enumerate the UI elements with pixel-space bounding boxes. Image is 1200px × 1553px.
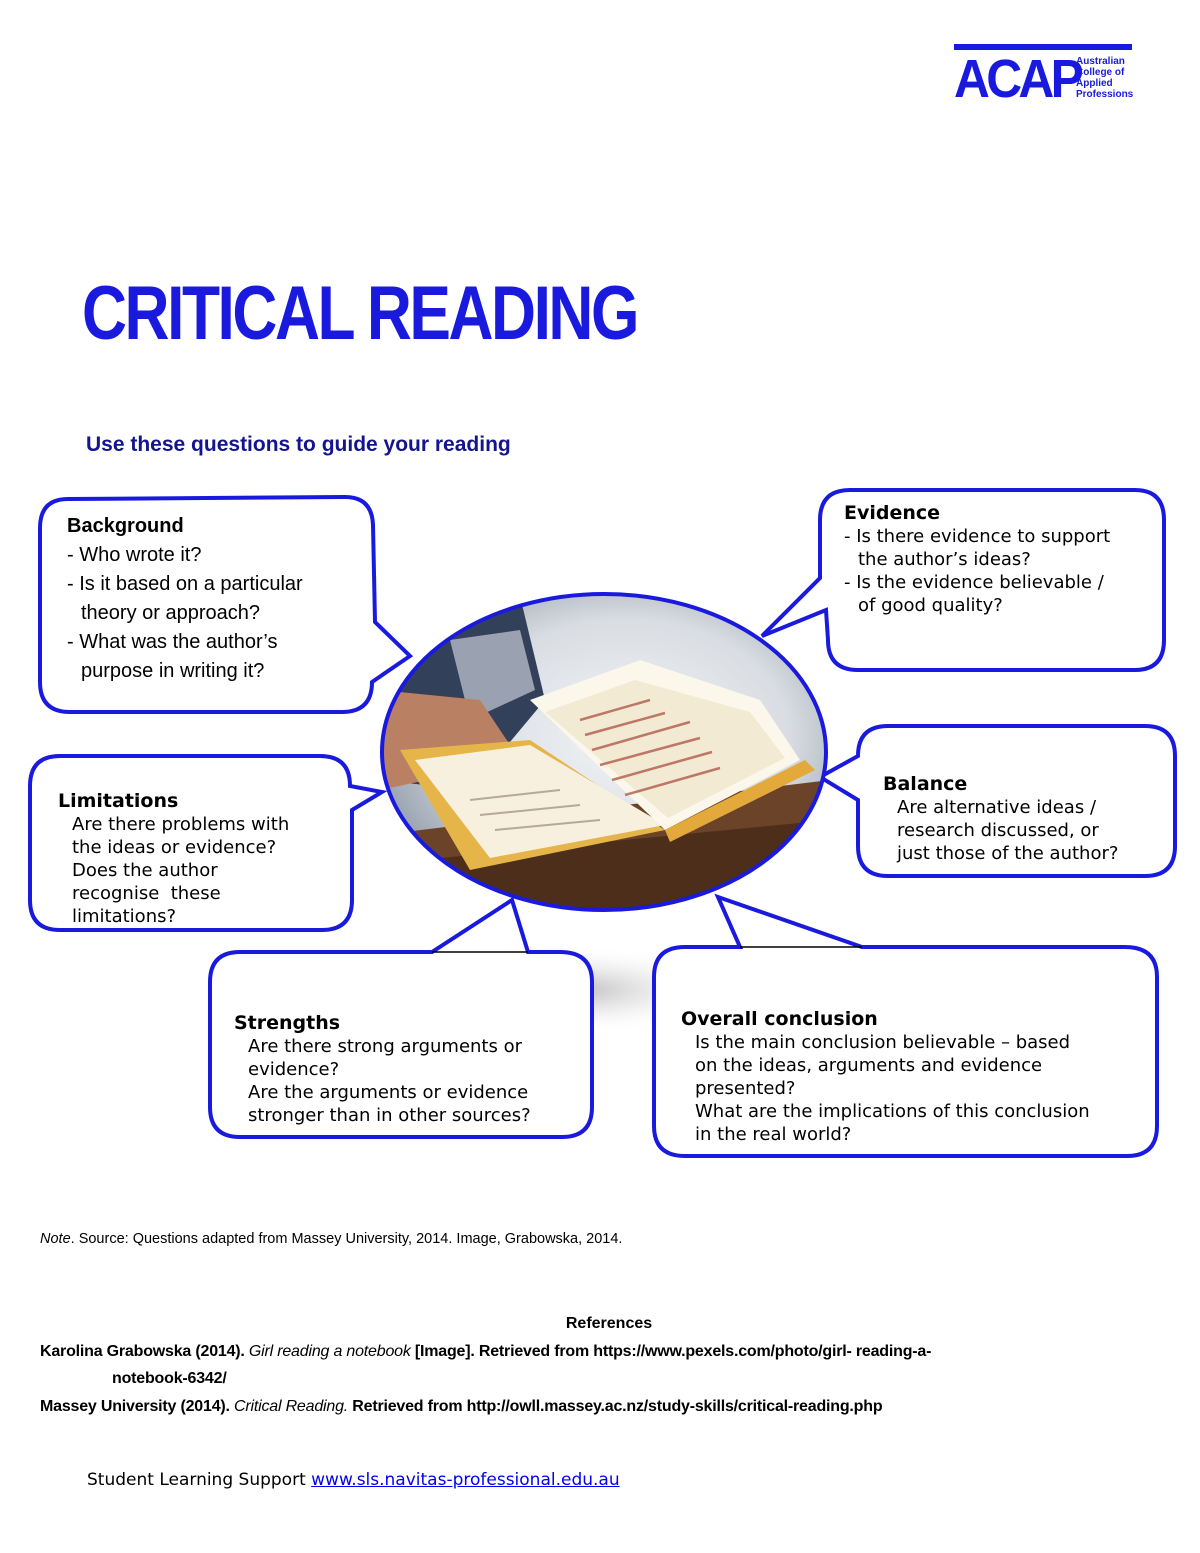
ref1-title: Girl reading a notebook xyxy=(248,1343,411,1360)
background-line: - Who wrote it? xyxy=(67,544,202,566)
background-box xyxy=(67,512,303,686)
evidence-heading: Evidence xyxy=(844,502,941,524)
strengths-heading: Strengths xyxy=(234,1012,341,1034)
strengths-line: Are there strong arguments or xyxy=(248,1036,522,1057)
limitations-box xyxy=(58,790,289,928)
conclusion-line: presented? xyxy=(695,1078,796,1099)
ref2-rest: Retrieved from http://owll.massey.ac.nz/study-skills/critical-reading.php xyxy=(348,1398,883,1415)
limitations-line: Does the author xyxy=(72,860,218,881)
conclusion-line: in the real world? xyxy=(695,1124,852,1145)
strengths-line: stronger than in other sources? xyxy=(248,1105,531,1126)
ref1-rest: [Image]. Retrieved from https://www.pexels.com/photo/girl- reading-a- xyxy=(410,1343,932,1360)
limitations-line: Are there problems with xyxy=(72,814,290,835)
logo-wordmark: ACAP xyxy=(954,49,1081,109)
balance-heading: Balance xyxy=(883,773,968,795)
footer-label: Student Learning Support xyxy=(87,1470,312,1490)
ref2-title: Critical Reading. xyxy=(234,1398,349,1415)
background-line: purpose in writing it? xyxy=(81,660,265,682)
conclusion-heading: Overall conclusion xyxy=(681,1008,878,1030)
balance-line: research discussed, or xyxy=(897,820,1099,841)
background-line: - Is it based on a particular xyxy=(67,573,303,595)
background-line: - What was the author’s xyxy=(67,631,278,653)
ref2-author: Massey University (2014). xyxy=(40,1398,235,1415)
strengths-line: Are the arguments or evidence xyxy=(248,1082,529,1103)
conclusion-line: on the ideas, arguments and evidence xyxy=(695,1055,1043,1076)
source-note xyxy=(40,1231,622,1247)
note-label: Note xyxy=(40,1231,71,1247)
conclusion-line: Is the main conclusion believable – based xyxy=(695,1032,1071,1053)
footer-link[interactable]: www.sls.navitas-professional.edu.au xyxy=(311,1470,620,1490)
reference-1-continued: notebook-6342/ xyxy=(112,1370,227,1387)
note-text: . Source: Questions adapted from Massey University, 2014. Image, Grabowska, 2014. xyxy=(70,1231,623,1247)
limitations-line: the ideas or evidence? xyxy=(72,837,277,858)
evidence-box xyxy=(844,502,1110,617)
page-subtitle: Use these questions to guide your reading xyxy=(86,433,511,456)
background-heading: Background xyxy=(67,515,184,537)
references-heading: References xyxy=(565,1315,653,1332)
conclusion-box xyxy=(681,1008,1090,1146)
evidence-line: of good quality? xyxy=(858,595,1003,616)
balance-line: Are alternative ideas / xyxy=(897,797,1097,818)
limitations-line: recognise these xyxy=(72,883,221,904)
balance-line: just those of the author? xyxy=(897,843,1119,864)
reference-1 xyxy=(40,1343,931,1361)
page-title: CRITICAL READING xyxy=(82,271,637,356)
limitations-heading: Limitations xyxy=(58,790,179,812)
evidence-line: - Is the evidence believable / xyxy=(844,572,1104,593)
conclusion-line: What are the implications of this conclusion xyxy=(695,1101,1090,1122)
ref1-author: Karolina Grabowska (2014). xyxy=(40,1343,249,1360)
evidence-line: the author’s ideas? xyxy=(858,549,1031,570)
balance-box xyxy=(883,773,1118,865)
strengths-box xyxy=(234,1012,531,1127)
reference-2 xyxy=(40,1398,882,1416)
strengths-line: evidence? xyxy=(248,1059,340,1080)
footer xyxy=(87,1470,620,1490)
background-line: theory or approach? xyxy=(81,602,261,624)
evidence-line: - Is there evidence to support xyxy=(844,526,1111,547)
logo-subtitle: Australian College of Applied Professions xyxy=(1076,56,1134,100)
limitations-line: limitations? xyxy=(72,906,177,927)
